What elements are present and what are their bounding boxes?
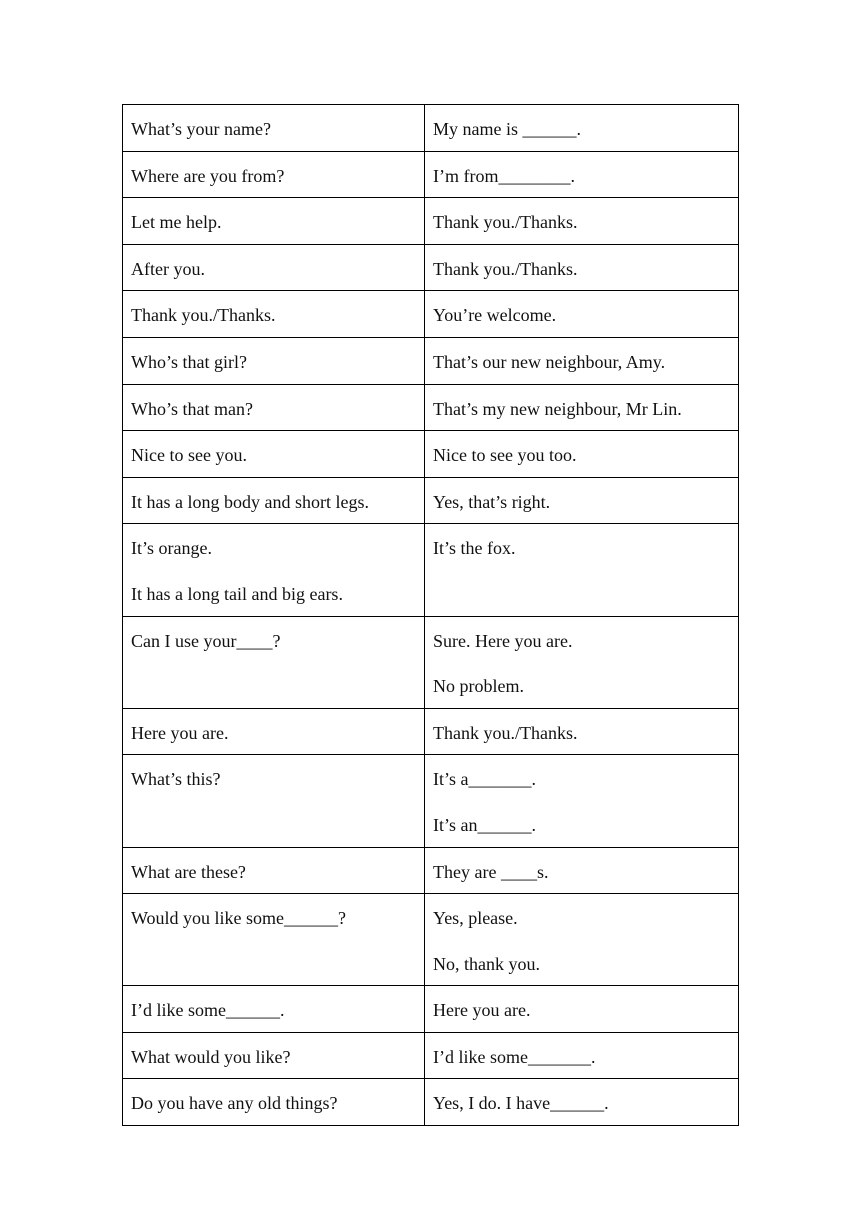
question-text: Who’s that girl? bbox=[131, 351, 247, 372]
question-text: Would you like some______? bbox=[131, 908, 347, 929]
table-row bbox=[123, 198, 739, 245]
answer-text: Nice to see you too. bbox=[433, 445, 577, 466]
answer-text: Here you are. bbox=[433, 1000, 531, 1021]
table-row bbox=[123, 616, 739, 708]
answer-cell bbox=[425, 431, 739, 478]
question-cell bbox=[123, 105, 425, 152]
answer-text: I’m from________. bbox=[433, 165, 575, 186]
question-text: After you. bbox=[131, 258, 205, 279]
answer-text: That’s our new neighbour, Amy. bbox=[433, 351, 666, 372]
table-row bbox=[123, 894, 739, 986]
answer-text: It’s a_______. bbox=[433, 769, 536, 790]
question-cell bbox=[123, 151, 425, 198]
question-cell bbox=[123, 337, 425, 384]
question-text: Where are you from? bbox=[131, 165, 285, 186]
answer-cell bbox=[425, 708, 739, 755]
dialogue-table bbox=[122, 104, 739, 1126]
answer-text: Thank you./Thanks. bbox=[433, 722, 578, 743]
answer-text: Thank you./Thanks. bbox=[433, 258, 578, 279]
answer-text: Yes, please. bbox=[433, 908, 518, 929]
question-text: Here you are. bbox=[131, 722, 229, 743]
answer-text: Yes, I do. I have______. bbox=[433, 1093, 609, 1114]
table-row bbox=[123, 1079, 739, 1126]
question-text: Nice to see you. bbox=[131, 445, 247, 466]
answer-text: You’re welcome. bbox=[433, 305, 557, 326]
table-row bbox=[123, 337, 739, 384]
answer-text: My name is ______. bbox=[433, 119, 581, 139]
question-cell bbox=[123, 986, 425, 1033]
table-row bbox=[123, 708, 739, 755]
question-cell bbox=[123, 894, 425, 986]
answer-cell bbox=[425, 616, 739, 708]
answer-text: They are ____s. bbox=[433, 861, 549, 882]
table-row bbox=[123, 105, 739, 152]
question-text: It has a long tail and big ears. bbox=[131, 583, 343, 604]
answer-text: No, thank you. bbox=[433, 953, 540, 974]
question-cell bbox=[123, 384, 425, 431]
answer-text: Thank you./Thanks. bbox=[433, 212, 578, 233]
question-cell bbox=[123, 198, 425, 245]
answer-text: That’s my new neighbour, Mr Lin. bbox=[433, 398, 682, 419]
answer-cell bbox=[425, 986, 739, 1033]
question-cell bbox=[123, 616, 425, 708]
answer-cell bbox=[425, 291, 739, 338]
question-cell bbox=[123, 755, 425, 847]
answer-text: Sure. Here you are. bbox=[433, 630, 573, 651]
table-row bbox=[123, 477, 739, 524]
answer-text: It’s the fox. bbox=[433, 538, 516, 559]
table-row bbox=[123, 244, 739, 291]
table-row bbox=[123, 384, 739, 431]
table-row bbox=[123, 291, 739, 338]
answer-cell bbox=[425, 151, 739, 198]
question-text: What are these? bbox=[131, 861, 246, 882]
question-text: It’s orange. bbox=[131, 538, 212, 559]
answer-cell bbox=[425, 384, 739, 431]
question-cell bbox=[123, 291, 425, 338]
question-cell bbox=[123, 1032, 425, 1079]
question-cell bbox=[123, 431, 425, 478]
question-text: Can I use your____? bbox=[131, 630, 281, 651]
question-text: Who’s that man? bbox=[131, 398, 253, 419]
question-cell bbox=[123, 244, 425, 291]
table-row bbox=[123, 431, 739, 478]
answer-cell bbox=[425, 847, 739, 894]
table-row bbox=[123, 986, 739, 1033]
answer-cell bbox=[425, 894, 739, 986]
question-cell bbox=[123, 708, 425, 755]
question-cell bbox=[123, 847, 425, 894]
answer-cell bbox=[425, 524, 739, 616]
table-row bbox=[123, 151, 739, 198]
question-text: What’s your name? bbox=[131, 119, 271, 139]
question-text: Do you have any old things? bbox=[131, 1093, 338, 1114]
question-text: What would you like? bbox=[131, 1046, 291, 1067]
question-cell bbox=[123, 477, 425, 524]
table-row bbox=[123, 755, 739, 847]
answer-cell bbox=[425, 1079, 739, 1126]
question-cell bbox=[123, 1079, 425, 1126]
question-text: Let me help. bbox=[131, 212, 222, 233]
question-text: I’d like some______. bbox=[131, 1000, 285, 1021]
question-cell bbox=[123, 524, 425, 616]
answer-cell bbox=[425, 244, 739, 291]
question-text: What’s this? bbox=[131, 769, 221, 790]
answer-cell bbox=[425, 337, 739, 384]
answer-text: I’d like some_______. bbox=[433, 1046, 596, 1067]
answer-cell bbox=[425, 477, 739, 524]
answer-cell bbox=[425, 1032, 739, 1079]
answer-cell bbox=[425, 198, 739, 245]
answer-cell bbox=[425, 755, 739, 847]
table-row bbox=[123, 524, 739, 616]
answer-text: It’s an______. bbox=[433, 814, 536, 835]
table-row bbox=[123, 1032, 739, 1079]
answer-cell bbox=[425, 105, 739, 152]
answer-text: No problem. bbox=[433, 676, 524, 697]
table-row bbox=[123, 847, 739, 894]
question-text: It has a long body and short legs. bbox=[131, 491, 369, 512]
question-text: Thank you./Thanks. bbox=[131, 305, 276, 326]
answer-text: Yes, that’s right. bbox=[433, 491, 551, 512]
